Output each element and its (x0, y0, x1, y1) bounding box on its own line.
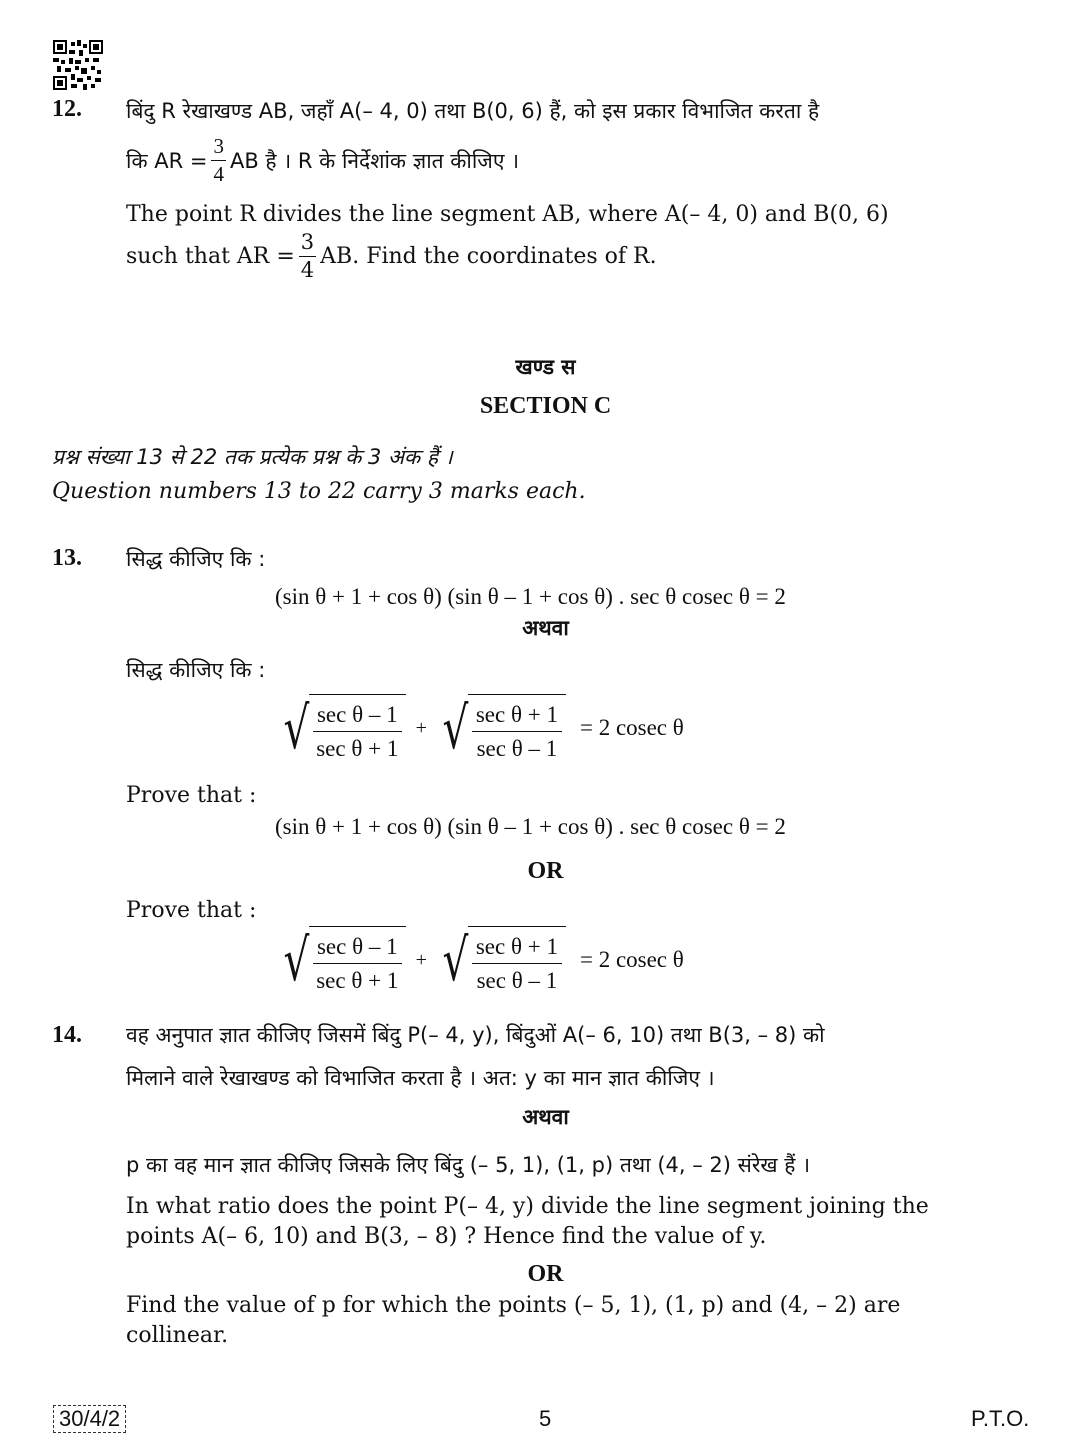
q12-hindi-post: AB है । R के निर्देशांक ज्ञात कीजिए । (229, 148, 520, 173)
q12-english-pre: such that AR = (126, 243, 295, 269)
q13-sqrt-equation (278, 694, 684, 762)
fraction (211, 136, 226, 185)
section-english-note: Question numbers 13 to 22 carry 3 marks each. (52, 479, 586, 504)
q14-english-line3: Find the value of p for which the points (– 5, 1), (1, p) and (4, – 2) are (126, 1293, 901, 1318)
section-hindi-note: प्रश्न संख्या 13 से 22 तक प्रत्येक प्रश्न के 3 अंक हैं । (52, 445, 453, 469)
q12-hindi-line2 (126, 136, 519, 185)
fraction-numerator: sec θ – 1 (313, 701, 402, 732)
section-english-title: SECTION C (479, 393, 612, 419)
fraction-numerator: sec θ + 1 (472, 933, 562, 964)
plus-sign: + (415, 716, 427, 739)
sqrt-term (437, 694, 566, 762)
sqrt-term (437, 926, 566, 994)
q13-hindi-prove-alt: सिद्ध कीजिए कि : (126, 658, 266, 682)
plus-sign: + (415, 948, 427, 971)
radical-sign: √ (283, 926, 310, 994)
or-hindi: अथवा (522, 1105, 569, 1129)
q14-english-line2: points A(– 6, 10) and B(3, – 8) ? Hence find the value of y. (126, 1224, 767, 1249)
q14-hindi-line1: वह अनुपात ज्ञात कीजिए जिसमें बिंदु P(– 4, y), बिंदुओं A(– 6, 10) तथा B(3, – 8) को (126, 1023, 825, 1047)
or-english: OR (527, 858, 564, 884)
q13-sqrt-equation-en (278, 926, 684, 994)
fraction-denominator: 4 (300, 258, 315, 282)
fraction-numerator: sec θ + 1 (472, 701, 562, 732)
q12-hindi-line1: बिंदु R रेखाखण्ड AB, जहाँ A(– 4, 0) तथा B(0, 6) हैं, को इस प्रकार विभाजित करता है (126, 99, 820, 123)
fraction-denominator: sec θ – 1 (476, 736, 558, 761)
or-english: OR (527, 1261, 564, 1287)
page-number: 5 (539, 1406, 552, 1431)
question-number: 13. (52, 545, 82, 571)
sqrt-term (278, 926, 406, 994)
pto-label: P.T.O. (971, 1406, 1030, 1431)
q14-english-line4: collinear. (126, 1323, 229, 1348)
fraction-denominator: sec θ + 1 (316, 968, 399, 993)
paper-code: 30/4/2 (53, 1405, 126, 1433)
q12-hindi-pre: कि AR = (126, 148, 208, 173)
q12-english-post: AB. Find the coordinates of R. (320, 243, 657, 269)
fraction-numerator: 3 (211, 136, 226, 161)
question-number: 14. (52, 1022, 82, 1048)
equation-rhs: = 2 cosec θ (579, 947, 684, 972)
fraction-denominator: sec θ + 1 (316, 736, 399, 761)
fraction-denominator: 4 (213, 162, 224, 186)
q12-english-line1: The point R divides the line segment AB, where A(– 4, 0) and B(0, 6) (126, 202, 889, 227)
q13-equation-1-en: (sin θ + 1 + cos θ) (sin θ – 1 + cos θ) . sec θ cosec θ = 2 (275, 814, 786, 839)
radical-sign: √ (442, 694, 469, 762)
fraction-numerator: sec θ – 1 (313, 933, 402, 964)
q13-english-prove-alt: Prove that : (126, 898, 257, 923)
or-hindi: अथवा (522, 616, 569, 640)
q14-hindi-line3: p का वह मान ज्ञात कीजिए जिसके लिए बिंदु (– 5, 1), (1, p) तथा (4, – 2) संरेख हैं । (126, 1153, 811, 1177)
q12-english-line2 (126, 232, 657, 281)
fraction (299, 232, 316, 281)
q14-english-line1: In what ratio does the point P(– 4, y) divide the line segment joining the (126, 1194, 929, 1219)
q13-english-prove: Prove that : (126, 783, 257, 808)
fraction-numerator: 3 (299, 232, 316, 257)
section-hindi-title: खण्ड स (515, 355, 576, 379)
radical-sign: √ (442, 926, 469, 994)
radical-sign: √ (283, 694, 310, 762)
qr-code (53, 40, 103, 90)
q14-hindi-line2: मिलाने वाले रेखाखण्ड को विभाजित करता है । अत: y का मान ज्ञात कीजिए । (126, 1066, 715, 1090)
sqrt-term (278, 694, 406, 762)
question-number: 12. (52, 96, 82, 122)
equation-rhs: = 2 cosec θ (579, 715, 684, 740)
fraction-denominator: sec θ – 1 (476, 968, 558, 993)
q13-hindi-prove: सिद्ध कीजिए कि : (126, 547, 266, 571)
q13-equation-1: (sin θ + 1 + cos θ) (sin θ – 1 + cos θ) . sec θ cosec θ = 2 (275, 584, 786, 609)
